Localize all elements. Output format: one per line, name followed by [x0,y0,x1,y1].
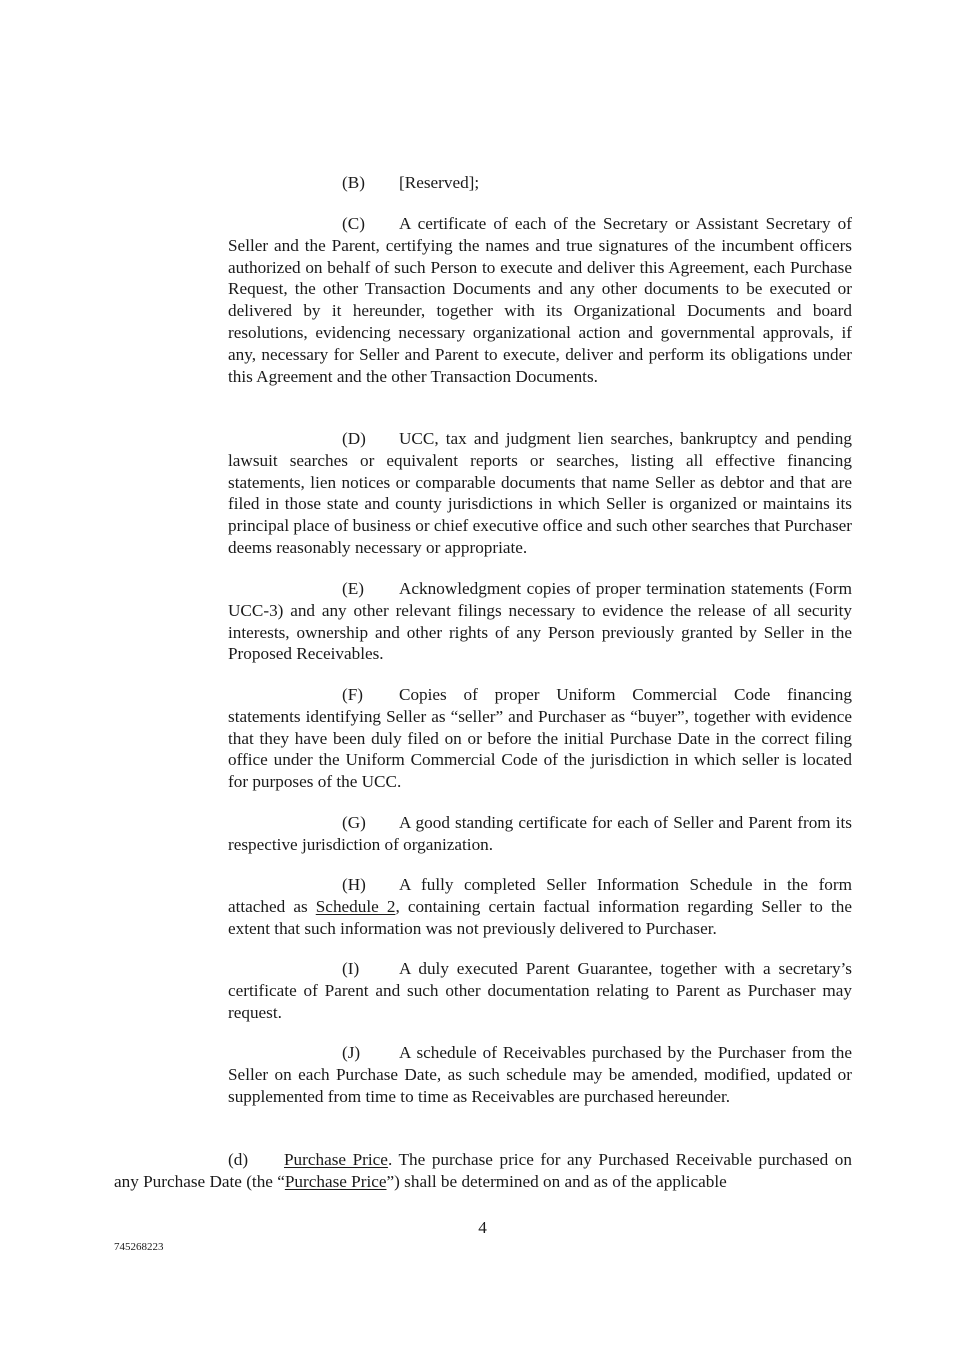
clause-text: Copies of proper Uniform Commercial Code financing statements identifying Seller as “seller” and Purchaser as “buyer”, together with evidence that they have been duly filed on or before the initial Purchase Date in the correct filing office under the Uniform Commercial Code of the jurisdiction in which seller is located for purposes of the UCC. [228,685,852,792]
clause-f [228,684,852,793]
clause-label: (H) [342,875,366,894]
clause-text: A good standing certificate for each of Seller and Parent from its respective jurisdiction of organization. [228,813,852,854]
clause-d [228,428,852,559]
clause-label: (E) [342,579,364,598]
clause-text: A duly executed Parent Guarantee, together with a secretary’s certificate of Parent and such other documentation relating to Parent as Purchaser may request. [228,959,852,1022]
clause-g [228,812,852,856]
clause-label: (D) [342,429,366,448]
section-label: (d) [228,1150,249,1169]
page-number: 4 [478,1218,487,1237]
section-heading: Purchase Price [284,1150,388,1169]
section-d-purchase-price [114,1149,852,1193]
clause-text: A certificate of each of the Secretary or Assistant Secretary of Seller and the Parent, certifying the names and true signatures of the incumbent officers authorized on behalf of such Person to execute and deliver this Agreement, each Purchase Request, the other Transaction Documents and any other documents to be executed or delivered by it hereunder, together with its Organizational Documents and board resolutions, evidencing necessary organizational action and governmental approvals, if any, necessary for Seller and Parent to execute, deliver and perform its obligations under this Agreement and the other Transaction Documents. [228,214,852,386]
defined-term: Purchase Price [284,1171,387,1191]
clause-e [228,578,852,665]
clause-j [228,1042,852,1107]
clause-h [228,874,852,939]
document-id: 745268223 [114,1241,164,1253]
clause-label: (F) [342,685,364,704]
clause-label: (G) [342,813,366,832]
clause-b [228,172,852,194]
clause-label: (B) [342,173,365,192]
clause-text: [Reserved]; [399,173,480,192]
clause-i [228,958,852,1023]
clause-text: A schedule of Receivables purchased by the Purchaser from the Seller on each Purchase Date, as such schedule may be amended, modified, updated or supplemented from time to time as Receivables are purchased hereunder. [228,1043,852,1106]
section-text: . The purchase price for any Purchased Receivable purchased on any Purchase Date (the “ [114,1150,852,1191]
clause-label: (I) [342,959,360,978]
clause-text: , containing certain factual information regarding Seller to the extent that such information was not previously delivered to Purchaser. [228,896,852,938]
schedule-2-reference: Schedule 2 [315,896,396,916]
clause-c [228,213,852,387]
section-text: ”) shall be determined on and as of the applicable [386,1171,727,1191]
clause-label: (J) [342,1043,361,1062]
clause-text: A fully completed Seller Information Schedule in the form attached as [228,875,852,916]
clause-label: (C) [342,214,365,233]
clause-text: UCC, tax and judgment lien searches, bankruptcy and pending lawsuit searches or equivalent reports or searches, listing all effective financing statements, lien notices or comparable documents that name Seller as debtor and that are filed in those state and county jurisdictions in which Seller is organized or maintains its principal place of business or chief executive office and such other searches that Purchaser deems reasonably necessary or appropriate. [228,429,852,557]
clause-text: Acknowledgment copies of proper termination statements (Form UCC-3) and any other relevant filings necessary to evidence the release of all security interests, ownership and other rights of any Person previously granted by Seller in the Proposed Receivables. [228,579,852,664]
